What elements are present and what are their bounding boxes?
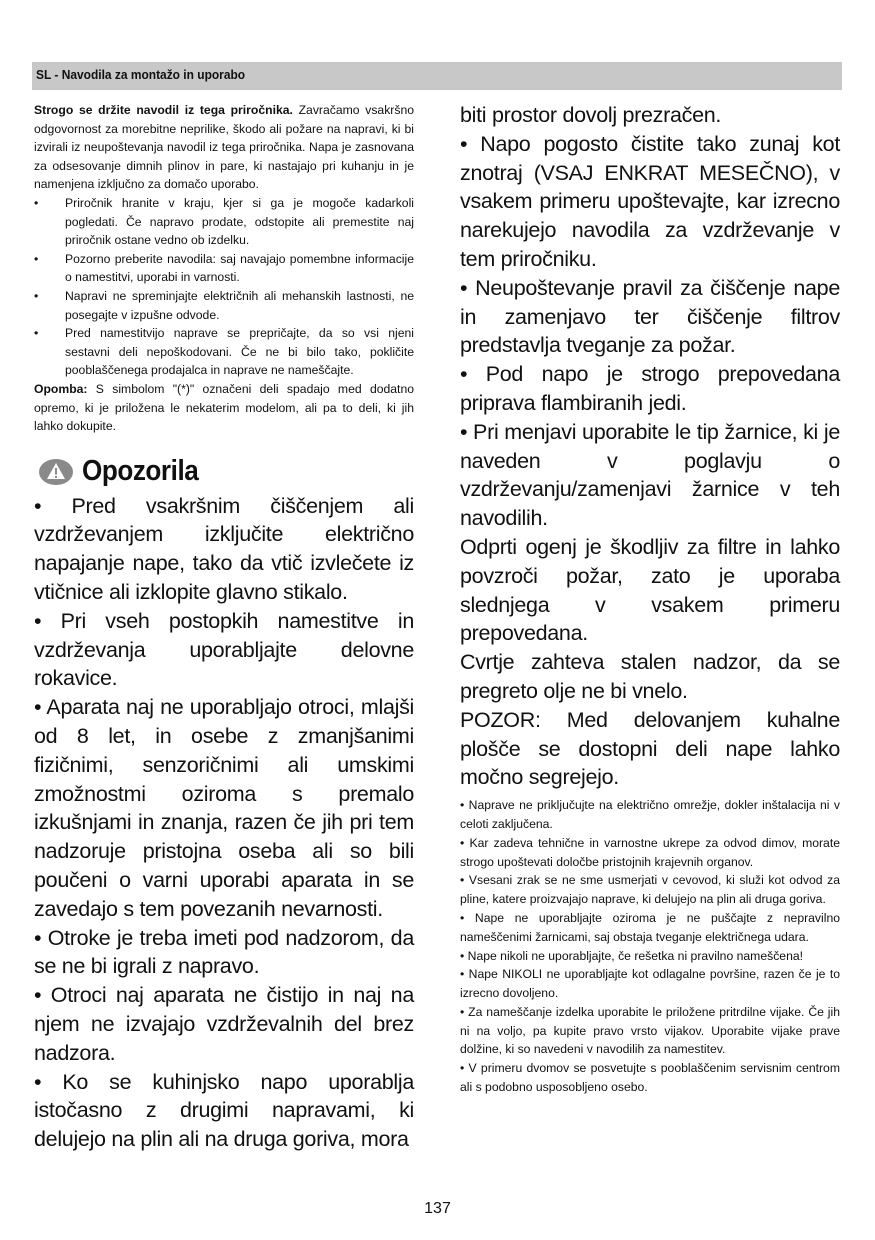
warning-paragraph: • Neupoštevanje pravil za čiščenje nape in zamenjavo ter čiščenje filtrov predstavlja tveganje za požar.: [460, 275, 840, 358]
warning-paragraph: Cvrtje zahteva stalen nadzor, da se pregreto olje ne bi vnelo.: [460, 650, 840, 703]
bullet-mark: •: [34, 251, 39, 266]
safety-paragraph: • Vsesani zrak se ne sme usmerjati v cevovod, ki služi kot odvod za pline, katere proizvajajo naprave, ki delujejo na plin ali druga goriva.: [460, 873, 840, 907]
intro-bullet-list: [34, 194, 414, 380]
warning-paragraph: • Pred vsakršnim čiščenjem ali vzdrževanjem izključite električno napajanje nape, tako da vtič izvlečete iz vtičnice ali izklopite glavno stikalo.: [34, 493, 414, 605]
intro-bold: Strogo se držite navodil iz tega priročnika.: [34, 103, 293, 117]
warning-heading: [34, 452, 414, 492]
warning-paragraph: • Pri vseh postopkih namestitve in vzdrževanja uporabljajte delovne rokavice.: [34, 608, 414, 691]
list-item: • Napravi ne spreminjajte električnih ali mehanskih lastnosti, ne posegajte v izpušne odvode.: [34, 288, 414, 322]
warning-paragraph: • Otroke je treba imeti pod nadzorom, da se ne bi igrali z napravo.: [34, 925, 414, 979]
warning-paragraph: • Pri menjavi uporabite le tip žarnice, ki je naveden v poglavju o vzdrževanju/zamenjavi žarnice v teh navodilih.: [460, 419, 840, 531]
warning-paragraph: POZOR: Med delovanjem kuhalne plošče se dostopni deli nape lahko močno segrejejo.: [460, 707, 840, 790]
list-item: • Pred namestitvijo naprave se prepričajte, da so vsi njeni sestavni deli nepoškodovani. Če ne bi bilo tako, pokličite pooblaščenega prodajalca in naprave ne nameščajte.: [34, 326, 414, 378]
warning-triangle-icon: [38, 458, 74, 486]
safety-paragraph: • V primeru dvomov se posvetujte s pooblaščenim servisnim centrom ali s podobno usposobljeno osebo.: [460, 1061, 840, 1095]
note-paragraph: [34, 380, 414, 436]
warning-paragraph: biti prostor dovolj prezračen.: [460, 103, 722, 127]
safety-paragraph: • Nape ne uporabljajte oziroma je ne puščajte z nepravilno nameščenimi žarnicami, saj obstaja tveganje električnega udara.: [460, 910, 840, 944]
safety-paragraph: • Kar zadeva tehnične in varnostne ukrepe za odvod dimov, morate strogo upoštevati določbe pristojnih krajevnih organov.: [460, 835, 840, 869]
section-title: SL - Navodila za montažo in uporabo: [36, 67, 246, 82]
safety-paragraph: • Nape NIKOLI ne uporabljajte kot odlagalne površine, razen če je to izrecno dovoljeno.: [460, 967, 840, 1001]
bullet-mark: •: [34, 195, 39, 210]
bullet-mark: •: [34, 288, 39, 303]
warning-paragraph: Odprti ogenj je škodljiv za filtre in lahko povzroči požar, zato je uporaba slednjega v vsakem primeru prepovedana.: [460, 534, 840, 646]
page-number: 137: [424, 1200, 451, 1217]
left-column: [34, 101, 414, 1154]
warning-paragraph: • Aparata naj ne uporabljajo otroci, mlajši od 8 let, in osebe z zmanjšanimi fizičnimi, senzoričnimi ali umskimi zmožnostmi oziroma s premalo izkušnjami in znanja, razen če jih pri tem nadzoruje pristojna oseba ali so bili poučeni o varni uporabi aparata in se zavedajo s tem povezanih nevarnosti.: [34, 695, 414, 921]
warning-paragraph: • Pod napo je strogo prepovedana priprava flambiranih jedi.: [460, 362, 840, 415]
right-column: [460, 101, 840, 1097]
warning-paragraph: • Ko se kuhinjsko napo uporablja istočasno z drugimi napravami, ki delujejo na plin ali na druga goriva, mora: [34, 1069, 414, 1152]
safety-paragraph: • Naprave ne priključujte na električno omrežje, dokler inštalacija ni v celoti zaključena.: [460, 798, 840, 831]
note-text: S simbolom "(*)" označeni deli spadajo med dodatno opremo, ki je priložena le nekaterim modelom, ali pa to deli, ki jih lahko dokupite.: [34, 381, 414, 434]
intro-text: Zavračamo vsakršno odgovornost za morebitne neprilike, škodo ali požare na napravi, ki bi izvirali iz neupoštevanja navodil iz tega priročnika. Napa je zasnovana za odsesovanje dimnih plinov in pare, ki nastajajo pri kuhanju in je namenjena izključno za domačo uporabo.: [34, 103, 415, 192]
bullet-mark: •: [34, 326, 39, 341]
warning-paragraph: • Otroci naj aparata ne čistijo in naj na njem ne izvajajo vzdrževalnih del brez nadzora.: [34, 983, 414, 1065]
note-label: Opomba:: [34, 381, 88, 396]
safety-paragraph: • Nape nikoli ne uporabljajte, če rešetka ni pravilno nameščena!: [460, 948, 804, 963]
warning-title: Opozorila: [82, 455, 199, 488]
safety-paragraph: • Za nameščanje izdelka uporabite le priložene pritrdilne vijake. Če jih ni na voljo, pa kupite pravo vrsto vijakov. Uporabite vijake prave dolžine, ki so navedeni v navodilih za namestitev.: [460, 1004, 840, 1057]
list-item: • Pozorno preberite navodila: saj navajajo pomembne informacije o namestitvi, uporabi in varnosti.: [34, 251, 414, 285]
intro-paragraph: [34, 101, 414, 194]
warning-paragraph: • Napo pogosto čistite tako zunaj kot znotraj (VSAJ ENKRAT MESEČNO), v vsakem primeru upoštevajte, kar izrecno narekujejo navodila za vzdrževanje v tem priročniku.: [460, 131, 840, 271]
list-item: • Priročnik hranite v kraju, kjer si ga je mogoče kadarkoli pogledati. Če napravo prodate, odstopite ali premestite naj priročnik ostane vedno ob izdelku.: [34, 195, 414, 248]
